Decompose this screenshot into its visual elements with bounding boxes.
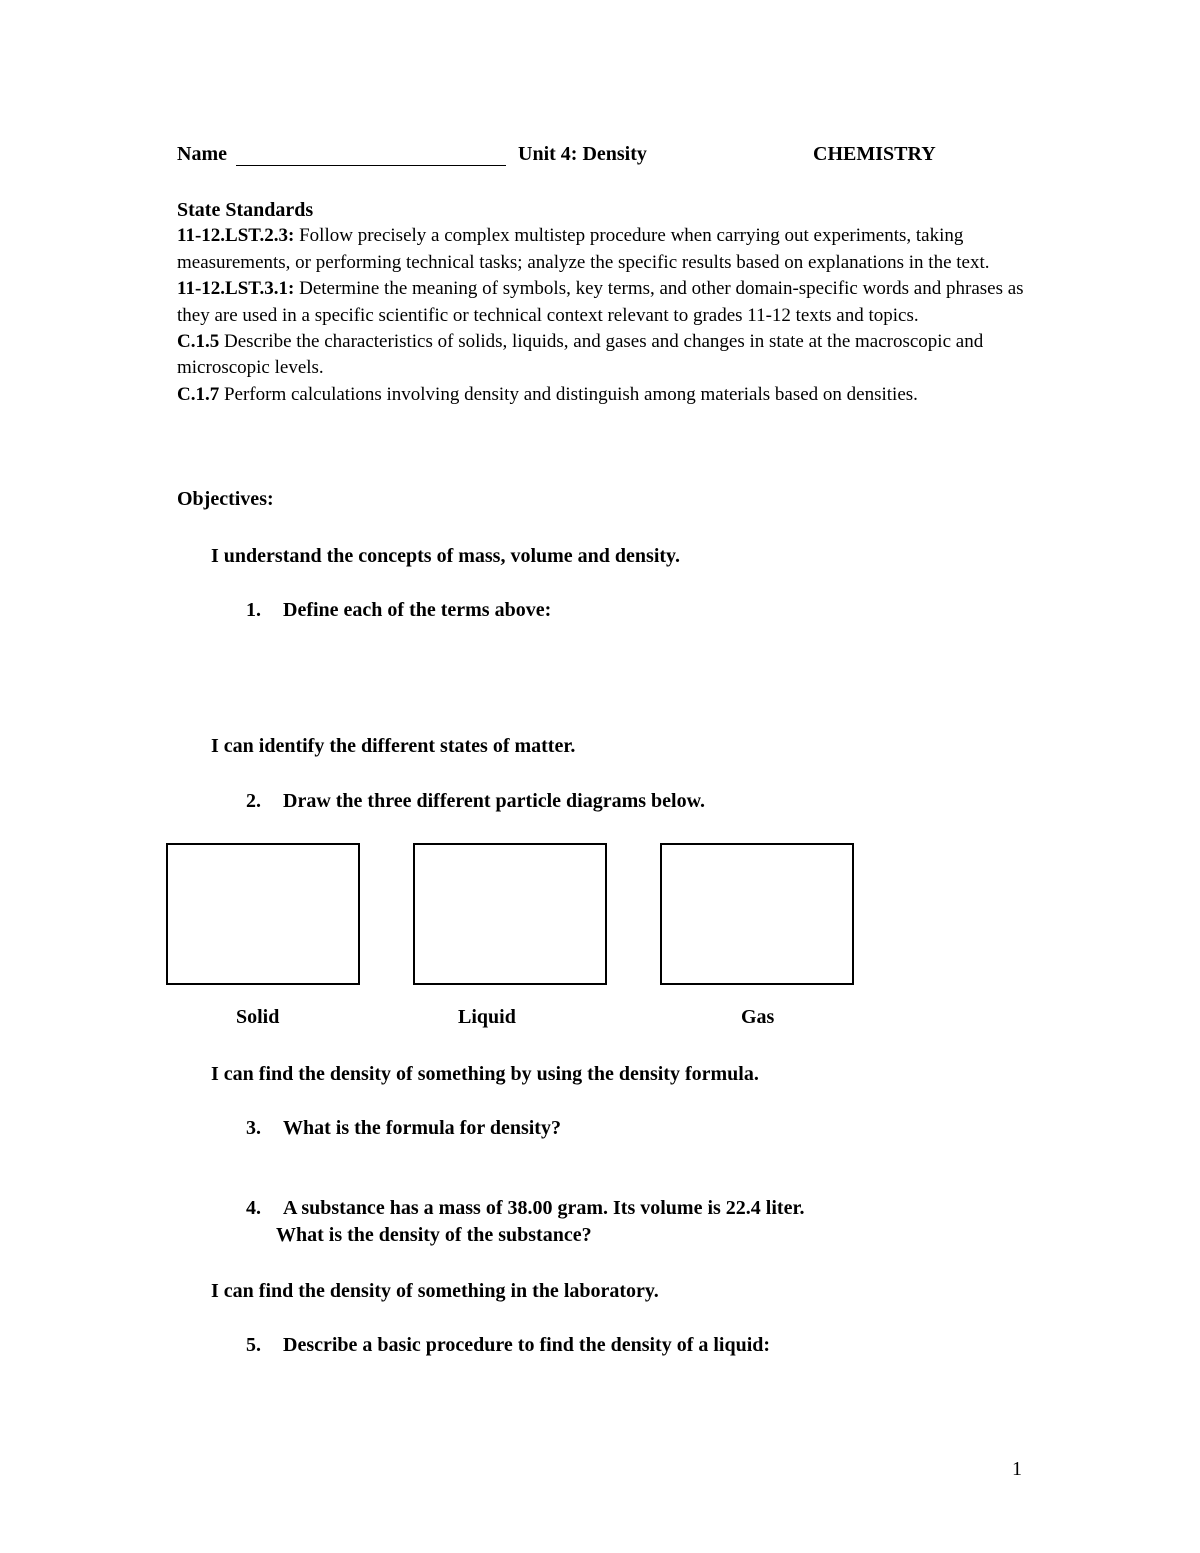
learning-target: I can identify the different states of matter. [211, 735, 576, 757]
question-number: 2. [246, 790, 261, 812]
gas-label: Gas [741, 1006, 775, 1028]
name-blank-line[interactable] [236, 165, 506, 166]
solid-label: Solid [236, 1006, 280, 1028]
standard-text: Follow precisely a complex multistep procedure when carrying out experiments, taking measurements, or performing technical tasks; analyze the specific results based on explanations in the text. [177, 225, 990, 273]
standard-code: C.1.5 [177, 331, 220, 353]
question-text: A substance has a mass of 38.00 gram. Its volume is 22.4 liter. [283, 1197, 805, 1219]
learning-target: I understand the concepts of mass, volume and density. [211, 545, 680, 567]
question-text: Draw the three different particle diagrams below. [283, 790, 705, 812]
liquid-label: Liquid [458, 1006, 516, 1028]
subject-title: CHEMISTRY [813, 143, 936, 165]
standard-text: Describe the characteristics of solids, liquids, and gases and changes in state at the macroscopic and microscopic levels. [177, 331, 984, 379]
question-text: Describe a basic procedure to find the density of a liquid: [283, 1334, 771, 1356]
question-number: 4. [246, 1197, 261, 1219]
standard-code: C.1.7 [177, 383, 220, 405]
page-number: 1 [1012, 1458, 1022, 1480]
standard-text: Perform calculations involving density and distinguish among materials based on densities. [219, 383, 918, 405]
name-label: Name [177, 143, 227, 165]
question-text: What is the formula for density? [283, 1117, 561, 1139]
question-text-continued: What is the density of the substance? [276, 1224, 592, 1246]
liquid-diagram-box[interactable] [413, 843, 607, 985]
standards-title: State Standards [177, 199, 314, 221]
objectives-heading: Objectives: [177, 488, 274, 510]
solid-diagram-box[interactable] [166, 843, 360, 985]
question-number: 5. [246, 1334, 261, 1356]
state-standards-section [177, 197, 1037, 408]
standard-code: 11-12.LST.3.1: [177, 278, 295, 300]
learning-target: I can find the density of something in the laboratory. [211, 1280, 659, 1302]
question-number: 1. [246, 599, 261, 621]
standard-item [177, 382, 1037, 408]
standard-text: Determine the meaning of symbols, key terms, and other domain-specific words and phrases as they are used in a specific scientific or technical context relevant to grades 11-12 texts and topics. [177, 278, 1024, 326]
standard-item [177, 329, 1037, 382]
standard-item [177, 223, 1037, 276]
learning-target: I can find the density of something by using the density formula. [211, 1063, 759, 1085]
gas-diagram-box[interactable] [660, 843, 854, 985]
question-number: 3. [246, 1117, 261, 1139]
question-text: Define each of the terms above: [283, 599, 552, 621]
standard-item [177, 276, 1037, 329]
unit-title: Unit 4: Density [518, 143, 647, 165]
standard-code: 11-12.LST.2.3: [177, 225, 295, 247]
